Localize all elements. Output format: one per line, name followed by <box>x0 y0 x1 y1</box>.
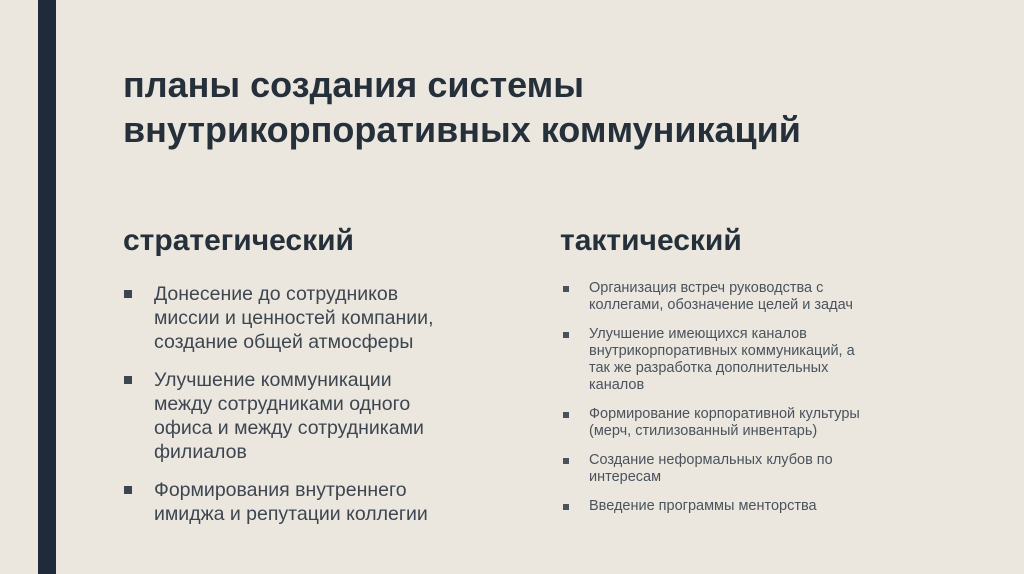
item-line: Организация встреч руководства с <box>589 280 824 296</box>
item-line: Донесение до сотрудников <box>154 283 399 305</box>
item-line: Введение программы менторства <box>589 498 817 514</box>
list-item <box>560 280 970 314</box>
square-bullet-icon <box>563 412 569 418</box>
square-bullet-icon <box>124 486 132 494</box>
item-line: Формирования внутреннего <box>154 479 407 501</box>
list-item <box>123 368 523 464</box>
strategic-heading: стратегический <box>123 224 354 257</box>
item-line: коллегами, обозначение целей и задач <box>589 297 853 313</box>
square-bullet-icon <box>563 504 569 510</box>
slide-title <box>123 62 983 152</box>
item-line: (мерч, стилизованный инвентарь) <box>589 423 818 439</box>
tactical-list <box>560 280 970 515</box>
list-item <box>560 326 970 394</box>
square-bullet-icon <box>124 376 132 384</box>
item-line: между сотрудниками одного <box>154 393 411 415</box>
item-line: создание общей атмосферы <box>154 331 414 353</box>
item-line: Улучшение имеющихся каналов <box>589 326 807 342</box>
item-line: Создание неформальных клубов по <box>589 452 833 468</box>
item-line: имиджа и репутации коллегии <box>154 503 428 525</box>
list-item <box>560 498 970 515</box>
accent-bar <box>38 0 56 574</box>
title-line: планы создания системы <box>123 64 585 105</box>
square-bullet-icon <box>563 332 569 338</box>
square-bullet-icon <box>563 458 569 464</box>
item-line: интересам <box>589 469 662 485</box>
item-line: офиса и между сотрудниками <box>154 417 424 439</box>
square-bullet-icon <box>124 290 132 298</box>
item-line: миссии и ценностей компании, <box>154 307 434 329</box>
item-line: так же разработка дополнительных <box>589 360 829 376</box>
title-line: внутрикорпоративных коммуникаций <box>123 109 801 150</box>
tactical-column <box>560 222 970 527</box>
item-line: Улучшение коммуникации <box>154 369 392 391</box>
item-line: внутрикорпоративных коммуникаций, а <box>589 343 855 359</box>
item-line: филиалов <box>154 441 247 463</box>
strategic-column <box>123 222 523 540</box>
strategic-list <box>123 282 523 526</box>
tactical-heading: тактический <box>560 224 742 257</box>
item-line: каналов <box>589 377 645 393</box>
square-bullet-icon <box>563 286 569 292</box>
list-item <box>123 478 523 526</box>
list-item <box>560 452 970 486</box>
item-line: Формирование корпоративной культуры <box>589 406 860 422</box>
list-item <box>123 282 523 354</box>
list-item <box>560 406 970 440</box>
